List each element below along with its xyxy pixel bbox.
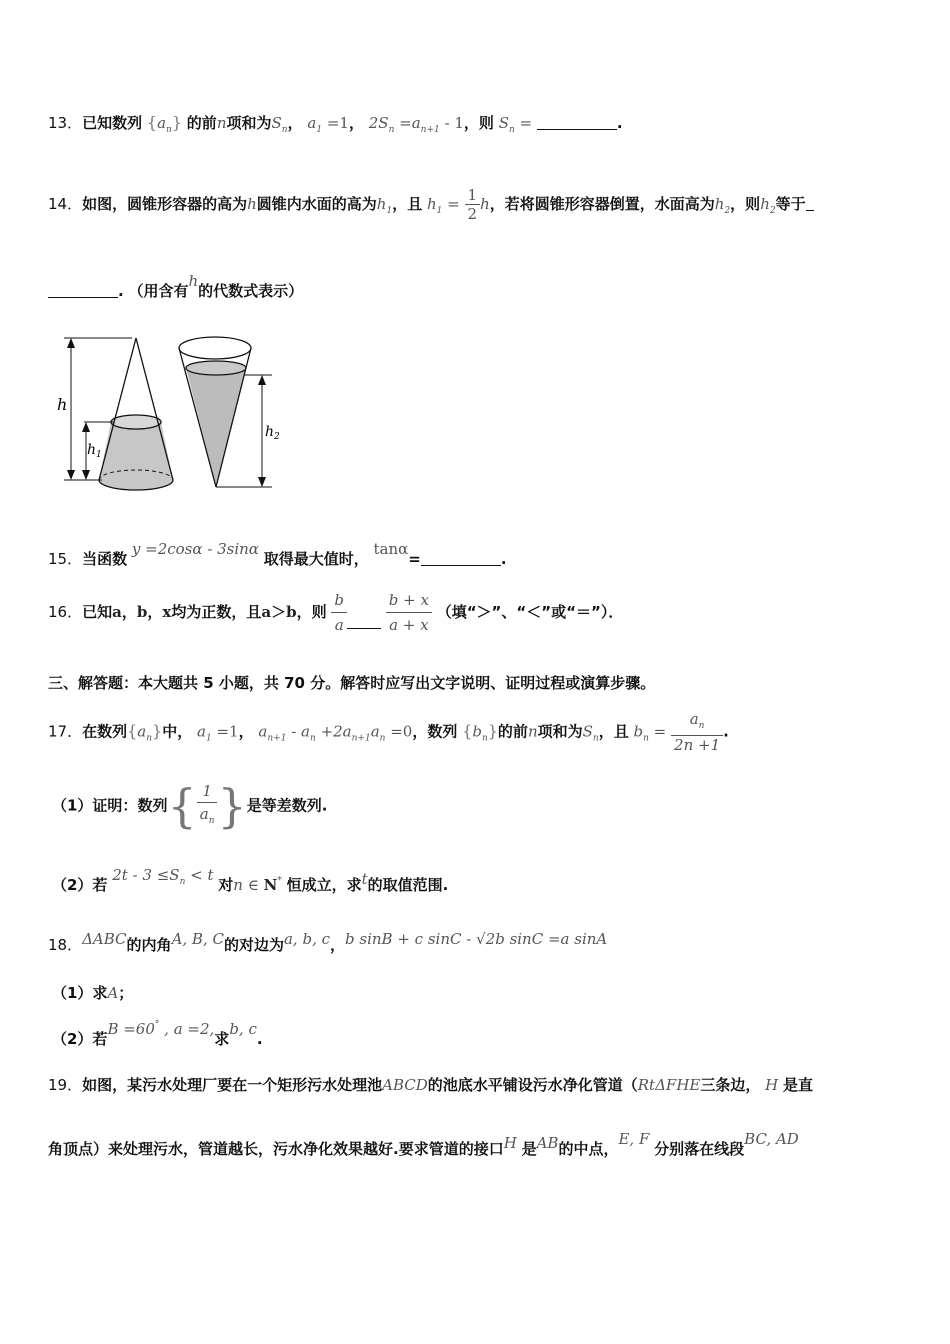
fraction-one-half: $\frac{1}{2}$	[465, 186, 481, 223]
fraction-bn: $\frac{a_n}{2n +1}$	[671, 710, 723, 754]
fraction-bx-over-ax: $\frac{b + x}{a + x}$	[386, 588, 432, 637]
question-17-part-2: （2）若 $2t - 3 \le S_n < t$ 对n ∈ N* 恒成立，求t的取值范围.	[52, 866, 449, 894]
cone-figure	[52, 330, 312, 500]
question-number: 16．	[48, 603, 83, 621]
question-13: 13．已知数列 $\{a_n\}$ 的前n项和为$S_n$， $a_1 =1$， $2S_n =a_{n+1} - 1$，则 $S_n$ = .	[48, 113, 623, 135]
fraction-b-over-a: $\frac{b}{a}$	[331, 588, 347, 637]
answer-blank[interactable]	[421, 553, 501, 566]
question-18-part-1: （1）求A；	[52, 984, 134, 1002]
inverted-cone	[179, 337, 251, 487]
question-14: 14．如图，圆锥形容器的高为h圆锥内水面的高为$h_1$，且 $h_1$ = $\frac{1}{2}$ h，若将圆锥形容器倒置，水面高为$h_2$，则$h_2$等于	[48, 186, 814, 223]
question-number: 18．	[48, 936, 83, 954]
question-17: 17．在数列$\{a_n\}$中， $a_1 =1$， $a_{n+1} - a_n +2a_{n+1}a_n =0$，数列 $\{b_n\}$的前n项和为$S_n$，且 $b_n$ = $\frac{a_n}{2n +1}$ .	[48, 710, 729, 754]
question-number: 17．	[48, 722, 83, 741]
question-15: 15．当函数 y =2cosα - 3sinα 取得最大值时， tanα= .	[48, 540, 507, 568]
question-18: 18．ΔABC的内角A, B, C的对边为a, b, c，b sinB + c sinC - √2b sinC =a sinA	[48, 930, 608, 954]
answer-blank[interactable]	[48, 285, 118, 298]
question-14-continued: . （用含有h的代数式表示）	[48, 272, 303, 301]
label-h: h	[57, 395, 68, 414]
upright-cone	[99, 338, 173, 490]
answer-blank[interactable]	[537, 117, 617, 130]
question-19: 19．如图，某污水处理厂要在一个矩形污水处理池ABCD的池底水平铺设污水净化管道（RtΔFHE三条边， H 是直	[48, 1076, 814, 1094]
question-16: 16．已知a，b，x均为正数，且a＞b，则 $\frac{b}{a}$ $\frac{b + x}{a + x}$ （填“＞”、“＜”或“＝”）．	[48, 588, 623, 637]
label-h1: $h_1$	[87, 442, 102, 460]
question-19-continued: 角顶点）来处理污水，管道越长，污水净化效果越好.要求管道的接口H 是AB的中点，E, F 分别落在线段BC, AD	[48, 1130, 799, 1158]
label-h2: $h_2$	[265, 424, 280, 442]
question-17-part-1: （1）证明：数列{ $\frac{1}{a_n}$ }是等差数列.	[52, 779, 328, 833]
question-18-part-2: （2）若B =60° , a =2,求b, c.	[52, 1020, 263, 1048]
answer-blank[interactable]	[347, 616, 381, 629]
question-number: 15．	[48, 550, 83, 568]
fraction-one-over-an: $\frac{1}{a_n}$	[197, 780, 218, 832]
question-number: 14．	[48, 195, 83, 213]
question-number: 13．	[48, 114, 83, 132]
section-heading: 三、解答题：本大题共 5 小题，共 70 分。解答时应写出文字说明、证明过程或演算步骤。	[48, 674, 656, 692]
question-number: 19．	[48, 1076, 83, 1094]
